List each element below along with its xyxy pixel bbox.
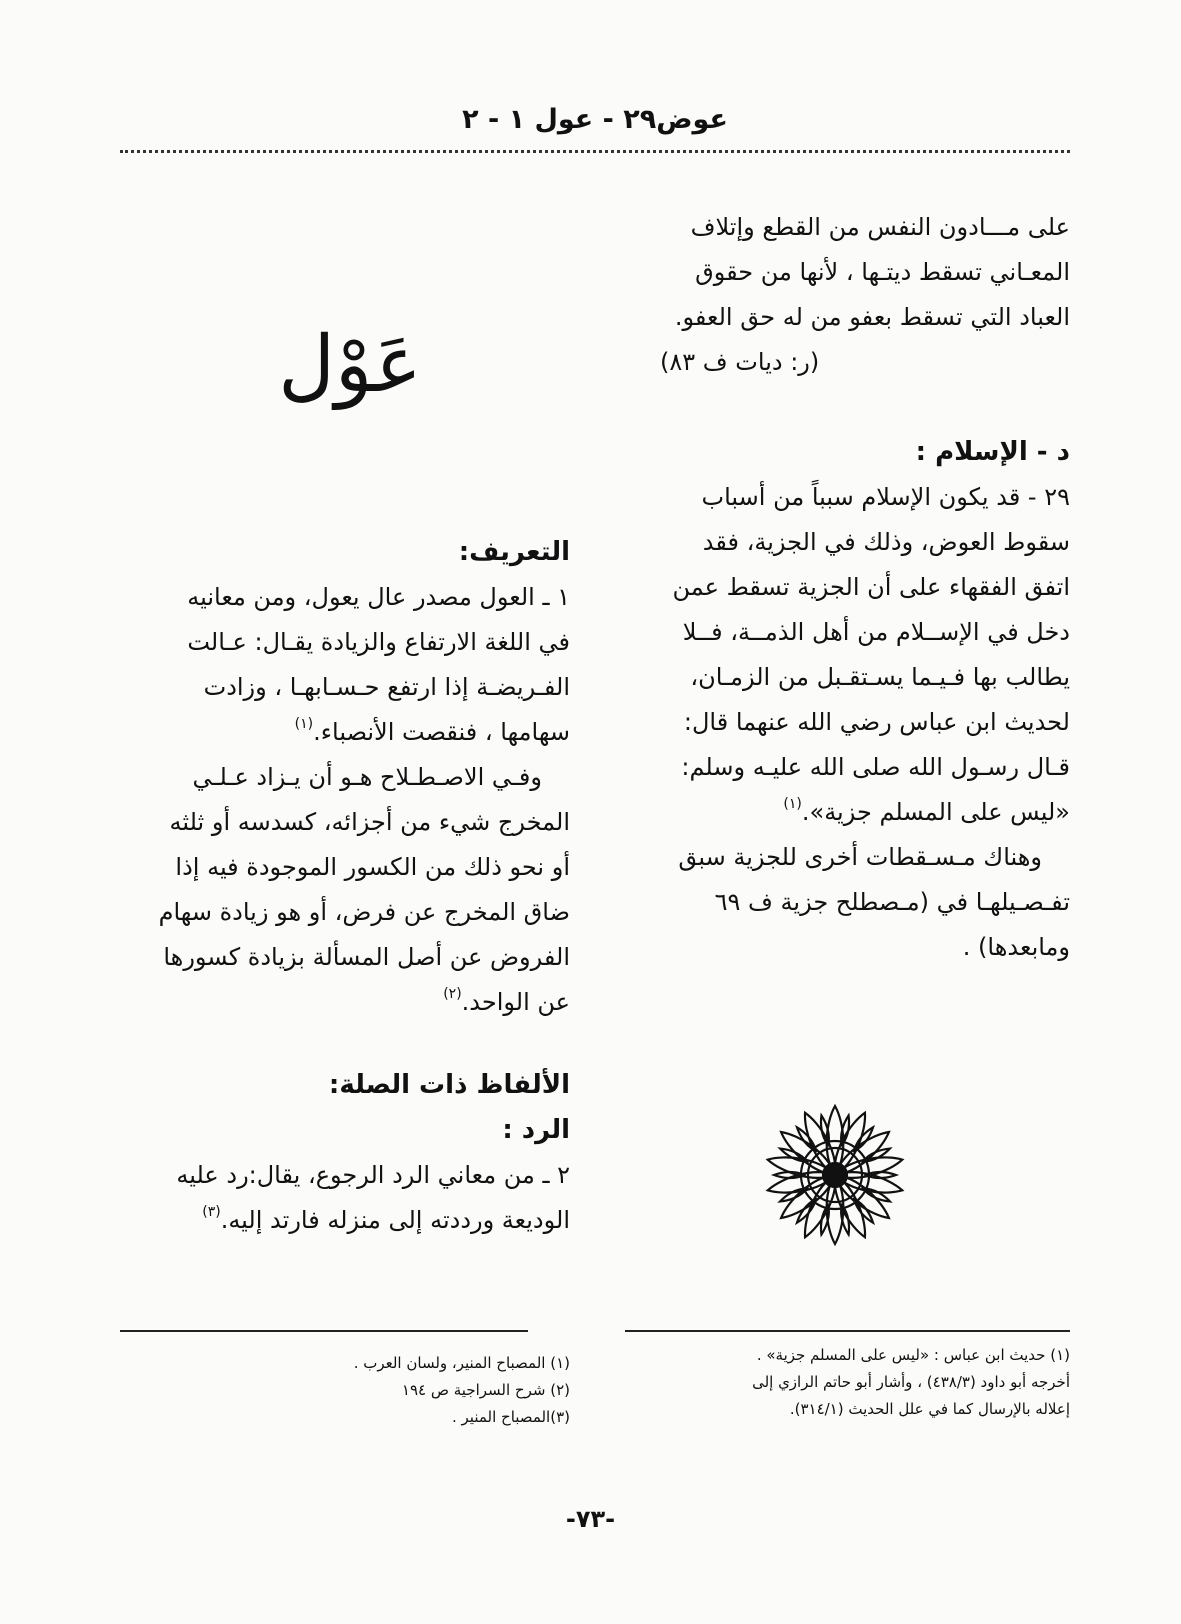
text-line (112, 710, 570, 755)
text-line: ٢ ـ من معاني الرد الرجوع، يقال:رد عليه (176, 1161, 570, 1189)
footnotes-left (300, 1350, 570, 1431)
footnote-line: (١) حديث ابن عباس : «ليس على المسلم جزية» . (756, 1346, 1070, 1364)
text-line: في اللغة الارتفاع والزيادة يقـال: عـالت (187, 628, 570, 656)
text-line: دخل في الإســلام من أهل الذمــة، فــلا (682, 618, 1070, 646)
text-line: على مـــادون النفس من القطع وإتلاف (690, 213, 1070, 241)
footnote-line: إعلاله بالإرسال كما في علل الحديث (٣١٤/١). (789, 1400, 1070, 1418)
text-line: ١ ـ العول مصدر عال يعول، ومن معانيه (187, 583, 570, 611)
footnote-rule-right (625, 1330, 1070, 1332)
text-line (112, 980, 570, 1025)
text-line: وهناك مـسـقطات أخرى للجزية سبق (678, 843, 1042, 871)
footnotes-right (620, 1342, 1070, 1423)
footnote-marker: (١) (783, 796, 802, 812)
cross-reference: (ر: ديات ف ٨٣) (660, 348, 820, 376)
page-number: -٧٣- (565, 1505, 616, 1533)
text-line: تفـصـيلهـا في (مـصطلح جزية ف ٦٩ (714, 888, 1070, 916)
entry-title: عَوْل (278, 320, 422, 410)
footnote-line: أخرجه أبو داود (٤٣٨/٣) ، وأشار أبو حاتم الرازي إلى (752, 1373, 1070, 1391)
text-line: ٢٩ - قد يكون الإسلام سبباً من أسباب (701, 483, 1070, 511)
text-line: المعـاني تسقط ديتـها ، لأنها من حقوق (695, 258, 1070, 286)
text-line (620, 790, 1070, 835)
text-line: الفـريضـة إذا ارتفع حـسـابهـا ، وزادت (203, 673, 570, 701)
running-header: عوض٢٩ - عول ١ - ٢ (462, 104, 728, 135)
text-line: ومابعدها) . (962, 933, 1070, 961)
footnote-line: (٣)المصباح المنير . (451, 1408, 570, 1426)
footnote-marker: (٢) (443, 986, 462, 1002)
text-line: قـال رسـول الله صلى الله عليـه وسلم: (681, 753, 1070, 781)
text-span: عن الواحد. (461, 988, 570, 1016)
right-column (620, 205, 1070, 970)
hadith-quote: «ليس على المسلم جزية». (801, 798, 1070, 826)
text-line (112, 1198, 570, 1243)
text-line: ضاق المخرج عن فرض، أو هو زيادة سهام (158, 898, 570, 926)
related-terms-heading: الألفاظ ذات الصلة: (328, 1070, 570, 1100)
footnote-marker: (٣) (202, 1204, 221, 1220)
section-heading-islam: د - الإسلام : (915, 437, 1070, 467)
text-line: وفـي الاصـطـلاح هـو أن يـزاد عـلـي (192, 763, 542, 791)
text-span: الوديعة ورددته إلى منزله فارتد إليه. (220, 1206, 570, 1234)
footnote-marker: (١) (294, 716, 314, 732)
definition-heading: التعريف: (458, 537, 570, 567)
text-line: الفروض عن أصل المسألة بزيادة كسورها (163, 943, 570, 971)
text-line: العباد التي تسقط بعفو من له حق العفو. (674, 303, 1070, 331)
ornament-star-icon (760, 1100, 910, 1250)
header-dotted-rule (120, 150, 1070, 153)
footnote-line: (١) المصباح المنير، ولسان العرب . (353, 1354, 570, 1372)
text-line: أو نحو ذلك من الكسور الموجودة فيه إذا (175, 853, 570, 881)
left-column (112, 530, 570, 1243)
text-line: يطالب بها فـيـما يسـتقـبل من الزمـان، (690, 663, 1070, 691)
text-line: لحديث ابن عباس رضي الله عنهما قال: (683, 708, 1070, 736)
text-line: المخرج شيء من أجزائه، كسدسه أو ثلثه (169, 808, 570, 836)
text-line: اتفق الفقهاء على أن الجزية تسقط عمن (672, 573, 1070, 601)
sub-heading-radd: الرد : (502, 1115, 570, 1145)
text-span: سهامها ، فنقصت الأنصباء. (313, 718, 570, 746)
footnote-rule-left (120, 1330, 528, 1332)
text-line: سقوط العوض، وذلك في الجزية، فقد (702, 528, 1070, 556)
footnote-line: (٢) شرح السراجية ص ١٩٤ (401, 1381, 570, 1399)
